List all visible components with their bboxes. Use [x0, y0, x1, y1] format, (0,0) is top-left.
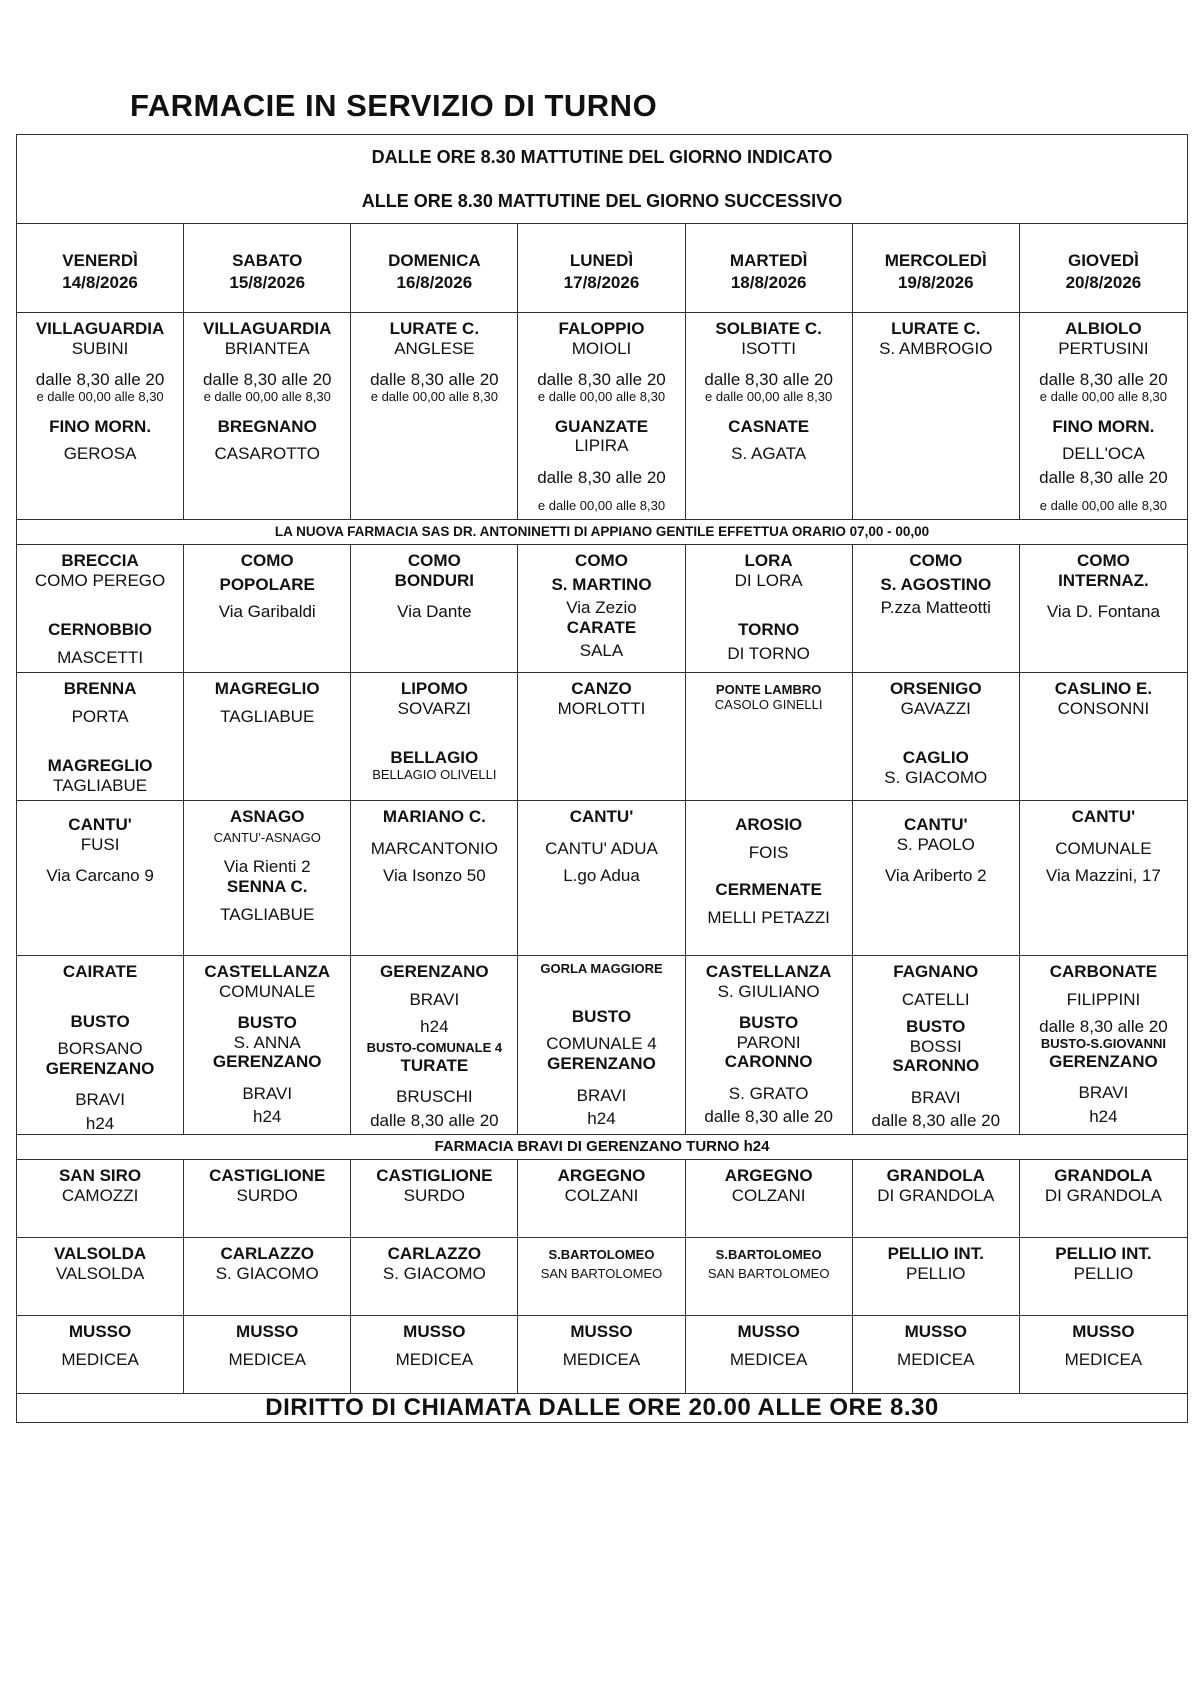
pharmacy-detail: PERTUSINI — [1058, 338, 1149, 358]
pharmacy-cell — [17, 956, 184, 1134]
pharmacy-detail: MASCETTI — [57, 647, 144, 667]
pharmacy-detail: DI LORA — [734, 570, 803, 590]
pharmacy-detail: BOSSI — [909, 1036, 962, 1056]
town-name: BRECCIA — [61, 551, 139, 570]
day-name: LUNEDÌ — [569, 251, 634, 270]
pharmacy-detail: Via Rienti 2 — [223, 857, 311, 877]
pharmacy-detail: ANGLESE — [394, 338, 475, 358]
pharmacy-detail: e dalle 00,00 alle 8,30 — [1039, 498, 1168, 514]
day-date: 14/8/2026 — [62, 273, 138, 293]
pharmacy-cell — [1020, 1238, 1187, 1315]
pharmacy-cell — [184, 545, 351, 672]
pharmacy-cell — [351, 801, 518, 955]
pharmacy-cell — [184, 313, 351, 519]
pharmacy-detail: PARONI — [736, 1032, 801, 1052]
pharmacy-detail: dalle 8,30 alle 20 — [537, 467, 666, 487]
pharmacy-detail: e dalle 00,00 alle 8,30 — [537, 498, 666, 514]
town-name: GERENZANO — [547, 1054, 656, 1074]
pharmacy-detail: Via Isonzo 50 — [382, 866, 486, 886]
pharmacy-detail: BRUSCHI — [396, 1087, 473, 1107]
town-name: ORSENIGO — [889, 679, 982, 698]
day-date: 16/8/2026 — [396, 273, 473, 293]
pharmacy-detail: MEDICEA — [61, 1349, 139, 1369]
pharmacy-cell — [1020, 673, 1187, 800]
pharmacy-detail: MARCANTONIO — [370, 838, 498, 858]
pharmacy-cell — [17, 673, 184, 800]
town-name: CASNATE — [728, 416, 810, 436]
town-name: S. AGOSTINO — [880, 574, 992, 594]
pharmacy-cell — [351, 545, 518, 672]
town-name: COMO — [909, 551, 963, 570]
town-name: BUSTO — [237, 1013, 297, 1033]
town-name: MARIANO C. — [382, 807, 486, 826]
pharmacy-detail: Via D. Fontana — [1046, 602, 1160, 622]
pharmacy-cell — [351, 1238, 518, 1315]
day-header — [686, 224, 853, 312]
band-2 — [17, 545, 1187, 673]
pharmacy-cell — [853, 956, 1020, 1134]
town-name: GERENZANO — [212, 1052, 322, 1072]
pharmacy-detail: e dalle 00,00 alle 8,30 — [36, 388, 164, 404]
pharmacy-detail: BRAVI — [75, 1090, 125, 1110]
town-name: LURATE C. — [389, 319, 480, 338]
pharmacy-cell — [853, 673, 1020, 800]
town-name: COMO — [407, 551, 461, 570]
pharmacy-detail: S. AMBROGIO — [879, 338, 993, 358]
town-name: ALBIOLO — [1065, 319, 1142, 338]
town-name: CASTELLANZA — [204, 962, 331, 981]
pharmacy-detail: MOIOLI — [571, 338, 632, 358]
town-name: LORA — [744, 551, 793, 570]
town-name: GORLA MAGGIORE — [540, 961, 663, 976]
pharmacy-detail: S. AGATA — [731, 444, 807, 464]
pharmacy-cell — [351, 673, 518, 800]
pharmacy-detail: BORSANO — [57, 1039, 143, 1059]
pharmacy-cell — [184, 801, 351, 955]
town-name: PONTE LAMBRO — [715, 682, 822, 697]
town-name: BUSTO — [70, 1011, 130, 1031]
pharmacy-cell — [184, 956, 351, 1134]
pharmacy-detail: P.zza Matteotti — [880, 598, 991, 618]
day-name: DOMENICA — [388, 251, 481, 270]
pharmacy-detail: dalle 8,30 alle 20 — [370, 370, 499, 390]
header-line-2: ALLE ORE 8.30 MATTUTINE DEL GIORNO SUCCESSIVO — [361, 191, 843, 211]
town-name: CASLINO E. — [1054, 679, 1153, 698]
town-name: CAIRATE — [62, 962, 138, 981]
pharmacy-cell — [686, 673, 853, 800]
pharmacy-cell — [1020, 545, 1187, 672]
town-name: VILLAGUARDIA — [202, 319, 332, 338]
pharmacy-detail: CANTU' ADUA — [545, 838, 658, 858]
town-name: CANTU' — [569, 807, 634, 826]
pharmacy-detail: MEDICEA — [562, 1349, 641, 1369]
town-name: GERENZANO — [1049, 1051, 1158, 1071]
pharmacy-detail: MORLOTTI — [557, 698, 646, 718]
pharmacy-detail: e dalle 00,00 alle 8,30 — [203, 388, 331, 404]
day-name: MARTEDÌ — [729, 251, 808, 270]
day-header — [184, 224, 351, 312]
town-name: CASTIGLIONE — [209, 1166, 326, 1185]
pharmacy-detail: S. GIULIANO — [717, 981, 820, 1001]
town-name: COMO — [240, 551, 294, 570]
day-header — [17, 224, 184, 312]
band-3 — [17, 673, 1187, 801]
town-name: VILLAGUARDIA — [35, 319, 165, 338]
header-line-1: DALLE ORE 8.30 MATTUTINE DEL GIORNO INDICATO — [371, 147, 833, 167]
pharmacy-detail: ISOTTI — [741, 338, 797, 358]
pharmacy-detail: CANTU'-ASNAGO — [213, 829, 321, 845]
band-6 — [17, 1160, 1187, 1238]
bands-mid — [17, 545, 1187, 1135]
pharmacy-detail: dalle 8,30 alle 20 — [1039, 370, 1168, 390]
pharmacy-detail: e dalle 00,00 alle 8,30 — [537, 388, 666, 404]
pharmacy-detail: TAGLIABUE — [52, 775, 148, 795]
pharmacy-detail: GAVAZZI — [900, 698, 971, 718]
pharmacy-cell — [17, 801, 184, 955]
pharmacy-cell — [686, 956, 853, 1134]
pharmacy-cell — [853, 545, 1020, 672]
band-1 — [17, 313, 1187, 520]
day-date: 18/8/2026 — [730, 273, 807, 293]
town-name: FALOPPIO — [558, 319, 645, 338]
town-name: S.BARTOLOMEO — [715, 1247, 822, 1262]
town-name: S. MARTINO — [551, 574, 652, 594]
town-name: MUSSO — [403, 1322, 466, 1341]
pharmacy-detail: Via Zezio — [566, 598, 637, 618]
pharmacy-cell — [518, 956, 685, 1134]
pharmacy-detail: dalle 8,30 alle 20 — [35, 370, 165, 390]
band-4 — [17, 801, 1187, 956]
footer-note: DIRITTO DI CHIAMATA DALLE ORE 20.00 ALLE ORE 8.30 — [265, 1394, 939, 1421]
town-name: CANZO — [571, 679, 632, 698]
pharmacy-detail: L.go Adua — [563, 866, 640, 886]
pharmacy-detail: Via Ariberto 2 — [884, 866, 987, 886]
pharmacy-detail: PELLIO — [1073, 1263, 1134, 1283]
town-name: BELLAGIO — [390, 748, 479, 768]
town-name: GRANDOLA — [1054, 1166, 1153, 1185]
town-name: FINO MORN. — [1052, 416, 1155, 436]
pharmacy-detail: CATELLI — [901, 989, 970, 1009]
day-header — [853, 224, 1020, 312]
pharmacy-detail: FILIPPINI — [1066, 989, 1141, 1009]
pharmacy-cell — [686, 545, 853, 672]
pharmacy-detail: S. PAOLO — [896, 834, 975, 854]
town-name: BREGNANO — [217, 416, 317, 436]
pharmacy-detail: S. GRATO — [728, 1083, 809, 1103]
pharmacy-cell — [17, 1160, 184, 1237]
pharmacy-detail: PELLIO — [906, 1263, 966, 1283]
pharmacy-detail: BRAVI — [409, 989, 460, 1009]
pharmacy-detail: Via Dante — [397, 602, 472, 622]
pharmacy-detail: h24 — [420, 1017, 449, 1037]
town-name: FINO MORN. — [49, 416, 152, 436]
town-name: PELLIO INT. — [887, 1244, 984, 1263]
town-name: SARONNO — [892, 1056, 980, 1076]
town-name: COMO — [1076, 551, 1130, 570]
pharmacy-detail: e dalle 00,00 alle 8,30 — [1039, 388, 1168, 404]
town-name: LURATE C. — [891, 319, 981, 338]
town-name: CANTU' — [904, 815, 968, 834]
town-name: BONDURI — [394, 570, 475, 590]
day-date: 15/8/2026 — [229, 273, 306, 293]
town-name: BRENNA — [63, 679, 137, 698]
pharmacy-detail: S. ANNA — [233, 1032, 301, 1052]
town-name: BUSTO — [739, 1013, 799, 1033]
pharmacy-detail: SOVARZI — [397, 698, 472, 718]
pharmacy-detail: COLZANI — [564, 1185, 639, 1205]
town-name: BUSTO — [906, 1017, 966, 1037]
pharmacy-cell — [518, 673, 685, 800]
town-name: SOLBIATE C. — [715, 319, 822, 338]
town-name: MAGREGLIO — [214, 679, 320, 698]
town-name: MUSSO — [68, 1322, 132, 1341]
pharmacy-detail: FUSI — [80, 834, 120, 854]
pharmacy-cell — [686, 1160, 853, 1237]
pharmacy-cell — [351, 1316, 518, 1393]
band-5 — [17, 956, 1187, 1135]
town-name: MUSSO — [904, 1322, 967, 1341]
town-name: ASNAGO — [229, 807, 305, 826]
day-header — [518, 224, 685, 312]
pharmacy-detail: DI TORNO — [727, 643, 810, 663]
pharmacy-detail: h24 — [253, 1107, 282, 1127]
pharmacy-cell — [184, 1238, 351, 1315]
day-header — [351, 224, 518, 312]
pharmacy-detail: dalle 8,30 alle 20 — [871, 1111, 1001, 1131]
pharmacy-detail: dalle 8,30 alle 20 — [704, 370, 833, 390]
notice-appiano: LA NUOVA FARMACIA SAS DR. ANTONINETTI DI APPIANO GENTILE EFFETTUA ORARIO 07,00 - 00,00 — [17, 520, 1187, 545]
pharmacy-detail: Via Carcano 9 — [46, 866, 154, 886]
pharmacy-detail: BRAVI — [576, 1085, 627, 1105]
pharmacy-detail: dalle 8,30 alle 20 — [1039, 1017, 1168, 1037]
pharmacy-detail: e dalle 00,00 alle 8,30 — [370, 388, 498, 404]
pharmacy-detail: COMUNALE 4 — [546, 1034, 657, 1054]
pharmacy-detail: DI GRANDOLA — [1044, 1185, 1162, 1205]
pharmacy-detail: h24 — [587, 1109, 616, 1129]
pharmacy-detail: Via Garibaldi — [218, 602, 316, 622]
pharmacy-detail: DELL'OCA — [1062, 444, 1145, 464]
town-name: ARGEGNO — [724, 1166, 813, 1185]
day-date: 17/8/2026 — [563, 273, 640, 293]
town-name: CANTU' — [1071, 807, 1136, 826]
pharmacy-cell — [853, 801, 1020, 955]
pharmacy-detail: BRAVI — [242, 1083, 293, 1103]
town-name: GERENZANO — [45, 1058, 155, 1078]
pharmacy-cell — [686, 801, 853, 955]
town-name: LIPOMO — [400, 679, 468, 698]
town-name: CARLAZZO — [220, 1244, 314, 1263]
town-name: ARGEGNO — [557, 1166, 646, 1185]
pharmacy-cell — [686, 1238, 853, 1315]
town-name: CAGLIO — [902, 748, 969, 768]
pharmacy-detail: GEROSA — [63, 444, 137, 464]
town-name: CARLAZZO — [387, 1244, 482, 1263]
pharmacy-cell — [184, 1160, 351, 1237]
pharmacy-detail: dalle 8,30 alle 20 — [370, 1110, 499, 1130]
town-name: GERENZANO — [380, 962, 489, 981]
pharmacy-detail: COMUNALE — [219, 981, 316, 1001]
day-name: GIOVEDÌ — [1067, 251, 1139, 270]
pharmacy-detail: TAGLIABUE — [220, 706, 315, 726]
pharmacy-detail: Via Mazzini, 17 — [1045, 866, 1161, 886]
pharmacy-cell — [17, 313, 184, 519]
pharmacy-detail: COMUNALE — [1055, 838, 1152, 858]
bands-bot — [17, 1160, 1187, 1394]
pharmacy-cell — [1020, 956, 1187, 1134]
pharmacy-cell — [17, 545, 184, 672]
town-name: INTERNAZ. — [1058, 570, 1149, 590]
town-name: SAN SIRO — [58, 1166, 142, 1185]
town-name: BUSTO-S.GIOVANNI — [1040, 1035, 1167, 1051]
pharmacy-detail: TAGLIABUE — [220, 904, 315, 924]
pharmacy-detail: S. GIACOMO — [382, 1263, 486, 1283]
pharmacy-detail: CAMOZZI — [61, 1185, 139, 1205]
town-name: AROSIO — [735, 815, 803, 834]
town-name: CARATE — [566, 617, 637, 637]
pharmacy-detail: FOIS — [748, 842, 789, 862]
pharmacy-cell — [518, 1160, 685, 1237]
town-name: CASTIGLIONE — [376, 1166, 493, 1185]
town-name: MAGREGLIO — [47, 756, 153, 776]
pharmacy-detail: SUBINI — [71, 338, 129, 358]
pharmacy-detail: CONSONNI — [1057, 698, 1150, 718]
pharmacy-detail: h24 — [1089, 1106, 1118, 1126]
pharmacy-detail: MEDICEA — [897, 1349, 975, 1369]
town-name: TURATE — [400, 1055, 469, 1075]
town-name: MUSSO — [1072, 1322, 1135, 1341]
days-row — [17, 224, 1187, 313]
pharmacy-detail: S. GIACOMO — [884, 767, 988, 787]
town-name: VALSOLDA — [53, 1244, 147, 1263]
pharmacy-detail: SURDO — [403, 1185, 466, 1205]
pharmacy-detail: SAN BARTOLOMEO — [707, 1265, 830, 1281]
town-name: CARBONATE — [1049, 962, 1158, 981]
pharmacy-detail: CASAROTTO — [214, 444, 320, 464]
pharmacy-detail: MEDICEA — [228, 1349, 306, 1369]
day-name: VENERDÌ — [62, 251, 138, 270]
town-name: MUSSO — [236, 1322, 299, 1341]
pharmacy-detail: BRAVI — [1078, 1083, 1129, 1103]
day-date: 20/8/2026 — [1065, 273, 1142, 293]
pharmacy-cell — [351, 1160, 518, 1237]
pharmacy-cell — [518, 313, 685, 519]
day-date: 19/8/2026 — [897, 273, 974, 293]
pharmacy-cell — [1020, 801, 1187, 955]
pharmacy-cell — [518, 545, 685, 672]
town-name: S.BARTOLOMEO — [548, 1247, 655, 1262]
pharmacy-detail: LIPIRA — [574, 436, 629, 456]
pharmacy-cell — [351, 956, 518, 1134]
pharmacy-cell — [17, 1316, 184, 1393]
pharmacy-cell — [184, 1316, 351, 1393]
pharmacy-detail: MEDICEA — [729, 1349, 808, 1369]
day-name: MERCOLEDÌ — [884, 251, 987, 270]
schedule-table — [16, 134, 1188, 1423]
pharmacy-detail: CASOLO GINELLI — [714, 696, 823, 712]
day-header — [1020, 224, 1187, 312]
pharmacy-detail: dalle 8,30 alle 20 — [537, 370, 666, 390]
pharmacy-cell — [1020, 1160, 1187, 1237]
pharmacy-cell — [853, 1316, 1020, 1393]
pharmacy-detail: MEDICEA — [1064, 1349, 1143, 1369]
pharmacy-detail: h24 — [85, 1113, 115, 1133]
town-name: BUSTO — [571, 1006, 632, 1026]
band-7 — [17, 1238, 1187, 1316]
town-name: PELLIO INT. — [1055, 1244, 1152, 1263]
pharmacy-cell — [853, 313, 1020, 519]
pharmacy-detail: COMO PEREGO — [34, 570, 166, 590]
pharmacy-cell — [518, 1238, 685, 1315]
pharmacy-detail: BRAVI — [910, 1087, 961, 1107]
pharmacy-cell — [184, 673, 351, 800]
pharmacy-detail: SURDO — [236, 1185, 298, 1205]
town-name: SENNA C. — [226, 877, 308, 897]
pharmacy-cell — [853, 1238, 1020, 1315]
day-name: SABATO — [232, 251, 303, 270]
pharmacy-detail: dalle 8,30 alle 20 — [1039, 467, 1168, 487]
pharmacy-detail: VALSOLDA — [55, 1263, 145, 1283]
pharmacy-cell — [351, 313, 518, 519]
page-title: FARMACIE IN SERVIZIO DI TURNO — [130, 88, 658, 123]
town-name: COMO — [575, 551, 628, 570]
pharmacy-cell — [518, 801, 685, 955]
town-name: MUSSO — [737, 1322, 800, 1341]
pharmacy-detail: SALA — [579, 641, 624, 661]
pharmacy-detail: dalle 8,30 alle 20 — [704, 1107, 833, 1127]
town-name: BUSTO-COMUNALE 4 — [366, 1039, 503, 1055]
town-name: MUSSO — [570, 1322, 633, 1341]
pharmacy-detail: e dalle 00,00 alle 8,30 — [705, 388, 833, 404]
pharmacy-cell — [518, 1316, 685, 1393]
band-8 — [17, 1316, 1187, 1394]
pharmacy-detail: BRIANTEA — [224, 338, 310, 358]
town-name: CARONNO — [724, 1052, 813, 1072]
town-name: CASTELLANZA — [705, 962, 832, 981]
pharmacy-detail: SAN BARTOLOMEO — [540, 1265, 663, 1281]
town-name: GRANDOLA — [886, 1166, 985, 1185]
notice-gerenzano: FARMACIA BRAVI DI GERENZANO TURNO h24 — [17, 1135, 1187, 1160]
pharmacy-cell — [17, 1238, 184, 1315]
pharmacy-detail: DI GRANDOLA — [877, 1185, 995, 1205]
town-name: GUANZATE — [554, 416, 649, 436]
town-name: CERNOBBIO — [48, 620, 153, 640]
town-name: FAGNANO — [893, 962, 979, 981]
pharmacy-detail: dalle 8,30 alle 20 — [202, 370, 332, 390]
bands-top — [17, 313, 1187, 520]
town-name: TORNO — [738, 620, 800, 640]
pharmacy-detail: MEDICEA — [395, 1349, 474, 1369]
pharmacy-cell — [686, 1316, 853, 1393]
pharmacy-cell — [853, 1160, 1020, 1237]
pharmacy-detail: MELLI PETAZZI — [707, 907, 830, 927]
pharmacy-detail: COLZANI — [731, 1185, 806, 1205]
town-name: POPOLARE — [219, 574, 315, 594]
pharmacy-cell — [686, 313, 853, 519]
pharmacy-detail: BELLAGIO OLIVELLI — [372, 766, 497, 782]
schedule-header — [17, 135, 1187, 224]
town-name: CERMENATE — [715, 880, 822, 900]
pharmacy-detail: S. GIACOMO — [215, 1263, 319, 1283]
pharmacy-cell — [1020, 313, 1187, 519]
town-name: CANTU' — [68, 815, 132, 834]
pharmacy-detail: PORTA — [71, 706, 129, 726]
pharmacy-cell — [1020, 1316, 1187, 1393]
